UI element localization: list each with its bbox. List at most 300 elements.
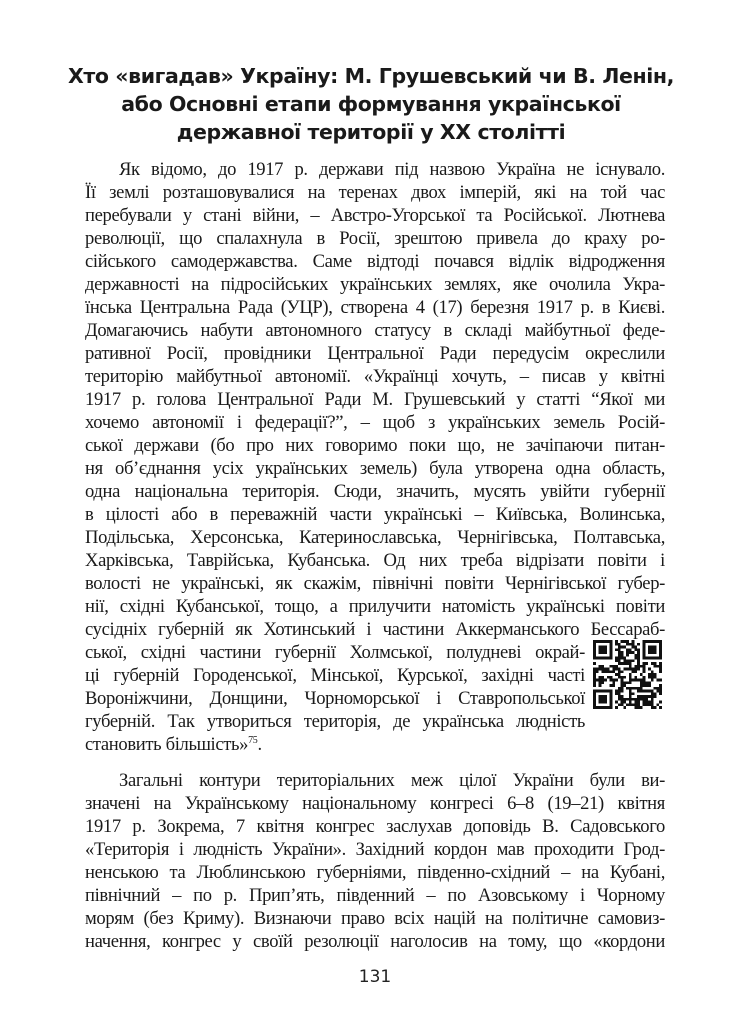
qr-module	[604, 668, 607, 671]
qr-module	[599, 684, 602, 687]
qr-module	[601, 679, 604, 682]
qr-module	[634, 698, 637, 701]
qr-module	[610, 665, 613, 668]
qr-module	[629, 668, 632, 671]
qr-module	[629, 676, 632, 679]
qr-module	[621, 654, 624, 657]
qr-module	[629, 679, 632, 682]
text-line-content: ської держави (бо про них говоримо поки що, не зачіпаючи питан-	[85, 435, 665, 456]
qr-module	[599, 668, 602, 671]
qr-module	[632, 703, 635, 706]
title-line: або Основні етапи формування української	[121, 92, 621, 116]
qr-module	[632, 643, 635, 646]
qr-module	[618, 643, 621, 646]
qr-module	[634, 676, 637, 679]
qr-module	[654, 665, 657, 668]
qr-module	[621, 676, 624, 679]
qr-module	[659, 692, 662, 695]
qr-module	[629, 648, 632, 651]
qr-module	[645, 698, 648, 701]
qr-module	[593, 662, 596, 665]
text-line	[85, 273, 665, 296]
qr-module	[648, 673, 651, 676]
qr-module	[629, 695, 632, 698]
qr-code-icon[interactable]	[593, 640, 662, 709]
qr-module	[654, 695, 657, 698]
qr-module	[615, 665, 618, 668]
qr-module	[632, 640, 635, 643]
text-line-content: волості не українські, як скажім, північні повіти Чернігівської губер-	[85, 573, 665, 594]
qr-finder-mark	[599, 695, 607, 703]
qr-module	[623, 668, 626, 671]
qr-module	[610, 676, 613, 679]
qr-module	[651, 679, 654, 682]
qr-module	[618, 654, 621, 657]
qr-module	[648, 681, 651, 684]
qr-module	[599, 681, 602, 684]
qr-module	[621, 640, 624, 643]
text-line	[85, 733, 665, 756]
text-line-content: революції, що спалахнула в Росії, зрештою привела до краху ро-	[85, 228, 665, 249]
qr-module	[599, 679, 602, 682]
qr-module	[634, 687, 637, 690]
qr-module	[643, 676, 646, 679]
qr-module	[654, 692, 657, 695]
text-line-content: державності на підросійських українських землях, яке очолила Укра-	[85, 274, 665, 295]
qr-module	[629, 703, 632, 706]
qr-module	[629, 690, 632, 693]
qr-module	[623, 681, 626, 684]
qr-module	[621, 681, 624, 684]
qr-module	[626, 651, 629, 654]
text-line	[85, 503, 665, 526]
qr-module	[615, 679, 618, 682]
qr-module	[634, 701, 637, 704]
text-line	[85, 319, 665, 342]
text-line-content: 1917 р. Зокрема, 7 квітня конгрес заслухав доповідь В. Садовського	[85, 816, 665, 837]
qr-module	[599, 665, 602, 668]
qr-module	[656, 679, 659, 682]
qr-module	[612, 681, 615, 684]
qr-module	[618, 676, 621, 679]
text-line	[85, 526, 665, 549]
text-line-content: ративної Росії, провідники Центральної Ради передусім окреслили	[85, 343, 665, 364]
qr-module	[640, 679, 643, 682]
qr-module	[651, 703, 654, 706]
qr-module	[634, 668, 637, 671]
text-line	[85, 227, 665, 250]
text-line	[85, 181, 665, 204]
qr-module	[640, 695, 643, 698]
qr-finder-mark	[648, 646, 656, 654]
paragraph-2	[85, 769, 665, 953]
qr-module	[640, 684, 643, 687]
qr-module	[648, 701, 651, 704]
qr-module	[643, 695, 646, 698]
qr-module	[654, 706, 657, 709]
qr-module	[659, 684, 662, 687]
qr-module	[651, 706, 654, 709]
qr-module	[621, 657, 624, 660]
qr-module	[607, 676, 610, 679]
text-line	[85, 204, 665, 227]
qr-module	[618, 698, 621, 701]
qr-module	[637, 687, 640, 690]
qr-module	[629, 651, 632, 654]
text-line-content: Домагаючись набути автономного статусу в складі майбутньої феде-	[85, 320, 665, 341]
qr-module	[645, 681, 648, 684]
qr-module	[637, 698, 640, 701]
text-line-content: нії, східні Кубанської, тощо, а прилучити натомість українські повіти	[85, 596, 665, 617]
qr-module	[629, 687, 632, 690]
qr-module	[612, 665, 615, 668]
page-number: 131	[358, 967, 392, 987]
qr-module	[656, 703, 659, 706]
qr-module	[632, 692, 635, 695]
qr-module	[629, 698, 632, 701]
qr-module	[637, 648, 640, 651]
qr-module	[604, 679, 607, 682]
qr-module	[640, 706, 643, 709]
qr-module	[637, 662, 640, 665]
text-line	[85, 411, 665, 434]
qr-module	[634, 646, 637, 649]
qr-module	[599, 676, 602, 679]
qr-module	[632, 651, 635, 654]
qr-module	[618, 695, 621, 698]
qr-module	[659, 690, 662, 693]
qr-module	[632, 646, 635, 649]
qr-module	[648, 703, 651, 706]
text-line	[85, 861, 665, 884]
qr-module	[618, 659, 621, 662]
text-line	[85, 838, 665, 861]
qr-module	[637, 668, 640, 671]
qr-module	[645, 690, 648, 693]
qr-module	[615, 643, 618, 646]
footnote-tail: .	[257, 734, 262, 755]
qr-module	[593, 684, 596, 687]
qr-module	[615, 659, 618, 662]
qr-module	[651, 698, 654, 701]
qr-module	[615, 701, 618, 704]
qr-module	[651, 690, 654, 693]
text-line-content: ської, східні частини губернії Холмської, полудневі окрай-	[85, 642, 585, 663]
qr-module	[623, 676, 626, 679]
qr-module	[645, 684, 648, 687]
qr-module	[618, 648, 621, 651]
qr-module	[621, 651, 624, 654]
text-line-content: ня об’єднання усіх українських земель) була утворена одна область,	[85, 458, 665, 479]
qr-module	[593, 679, 596, 682]
qr-module	[648, 695, 651, 698]
qr-module	[626, 643, 629, 646]
qr-module	[601, 681, 604, 684]
text-line-content: Загальні контури територіальних меж цілої України були ви-	[119, 770, 665, 791]
qr-module	[651, 673, 654, 676]
qr-module	[623, 684, 626, 687]
qr-module	[651, 692, 654, 695]
qr-module	[659, 668, 662, 671]
qr-module	[612, 668, 615, 671]
text-line	[85, 792, 665, 815]
qr-module	[659, 670, 662, 673]
qr-module	[659, 679, 662, 682]
qr-module	[621, 698, 624, 701]
qr-module	[618, 692, 621, 695]
text-line-content: Її землі розташовувалися на теренах двох імперій, які на той час	[85, 182, 665, 203]
qr-module	[643, 681, 646, 684]
qr-module	[637, 706, 640, 709]
qr-module	[637, 703, 640, 706]
footnote-reference[interactable]: 75	[248, 734, 258, 746]
qr-module	[615, 640, 618, 643]
qr-module	[621, 684, 624, 687]
text-line-content: перебували у стані війни, – Австро-Угорської та Російської. Лютнева	[85, 205, 665, 226]
qr-module	[637, 679, 640, 682]
qr-module	[626, 640, 629, 643]
qr-module	[610, 670, 613, 673]
qr-module	[593, 673, 596, 676]
qr-module	[615, 706, 618, 709]
qr-module	[607, 670, 610, 673]
text-line	[85, 365, 665, 388]
qr-module	[612, 679, 615, 682]
qr-module	[637, 643, 640, 646]
text-line	[85, 884, 665, 907]
qr-module	[643, 684, 646, 687]
text-line	[85, 907, 665, 930]
qr-module	[632, 670, 635, 673]
qr-module	[618, 670, 621, 673]
qr-module	[643, 701, 646, 704]
qr-module	[623, 640, 626, 643]
text-line	[85, 664, 585, 687]
qr-module	[612, 684, 615, 687]
qr-module	[615, 692, 618, 695]
qr-module	[629, 701, 632, 704]
qr-module	[623, 646, 626, 649]
qr-module	[659, 701, 662, 704]
qr-module	[626, 703, 629, 706]
qr-module	[659, 662, 662, 665]
text-line	[85, 618, 665, 641]
paragraph-1	[85, 158, 665, 756]
qr-module	[629, 665, 632, 668]
qr-module	[623, 657, 626, 660]
text-line-content: хочемо автономії і федерації?”, – щоб з українських земель Росій-	[85, 412, 665, 433]
qr-module	[621, 695, 624, 698]
qr-module	[640, 681, 643, 684]
qr-module	[643, 662, 646, 665]
qr-module	[632, 668, 635, 671]
qr-module	[637, 701, 640, 704]
text-line	[85, 710, 585, 733]
qr-module	[637, 651, 640, 654]
text-line-content: одна національна територія. Сюди, значить, мусять увійти губернії	[85, 481, 665, 502]
text-line-content: Як відомо, до 1917 р. держави під назвою Україна не існувало.	[119, 159, 665, 180]
text-line-content: губерній. Так утвориться територія, де українська людність	[85, 711, 585, 732]
qr-module	[615, 657, 618, 660]
qr-module	[643, 679, 646, 682]
qr-module	[634, 679, 637, 682]
qr-module	[629, 681, 632, 684]
text-line-content: ненською та Люблинською губерніями, південно-східний – на Кубані,	[85, 862, 665, 883]
qr-module	[659, 665, 662, 668]
qr-module	[659, 706, 662, 709]
qr-module	[626, 668, 629, 671]
qr-module	[621, 703, 624, 706]
qr-module	[634, 657, 637, 660]
title-line: державної території у ХХ столітті	[176, 120, 566, 144]
text-line-content: ці губерній Городенської, Мінської, Курської, західні часті	[85, 665, 585, 686]
qr-module	[651, 695, 654, 698]
qr-module	[643, 698, 646, 701]
qr-module	[637, 690, 640, 693]
text-line-content: начення, конгрес у своїй резолюції наголосив на тому, що «кордони	[85, 931, 665, 952]
qr-module	[632, 698, 635, 701]
text-column	[85, 158, 665, 987]
qr-module	[593, 676, 596, 679]
qr-module	[634, 703, 637, 706]
qr-module	[634, 648, 637, 651]
qr-module	[629, 659, 632, 662]
qr-module	[651, 670, 654, 673]
qr-module	[643, 690, 646, 693]
text-line-content: північний – по р. Прип’ять, південний – по Азовському і Чорному	[85, 885, 665, 906]
qr-module	[654, 662, 657, 665]
qr-module	[610, 684, 613, 687]
text-line	[85, 158, 665, 181]
qr-module	[656, 665, 659, 668]
qr-module	[612, 670, 615, 673]
qr-module	[632, 687, 635, 690]
qr-module	[640, 690, 643, 693]
text-line	[85, 641, 585, 664]
qr-module	[593, 670, 596, 673]
qr-module	[645, 662, 648, 665]
qr-module	[629, 692, 632, 695]
qr-module	[596, 668, 599, 671]
text-line-content: становить більшість»	[85, 734, 249, 755]
qr-module	[618, 687, 621, 690]
text-line-content: їнська Центральна Рада (УЦР), створена 4 (17) березня 1917 р. в Києві.	[85, 297, 665, 318]
qr-module	[618, 673, 621, 676]
text-line-content: 1917 р. голова Центральної Ради М. Грушевський у статті “Якої ми	[85, 389, 665, 410]
text-line-content: сусідніх губерній як Хотинський і частини Аккерманського Бессараб-	[85, 619, 665, 640]
qr-module	[618, 668, 621, 671]
qr-module	[634, 670, 637, 673]
qr-module	[593, 668, 596, 671]
title-line: Хто «вигадав» Україну: М. Грушевський чи В. Ленін,	[67, 64, 675, 88]
qr-module	[634, 654, 637, 657]
qr-module	[643, 670, 646, 673]
qr-module	[626, 687, 629, 690]
qr-module	[648, 668, 651, 671]
qr-module	[643, 703, 646, 706]
qr-module	[656, 687, 659, 690]
qr-module	[621, 646, 624, 649]
qr-module	[645, 695, 648, 698]
qr-module	[648, 676, 651, 679]
qr-module	[615, 668, 618, 671]
qr-module	[618, 657, 621, 660]
text-line-content: морям (без Криму). Визнаючи право всіх націй на політичне самовиз-	[85, 908, 665, 929]
qr-module	[640, 687, 643, 690]
qr-module	[637, 657, 640, 660]
text-line-content: значені на Українському національному конгресі 6–8 (19–21) квітня	[85, 793, 665, 814]
qr-module	[634, 665, 637, 668]
qr-module	[651, 662, 654, 665]
qr-module	[645, 703, 648, 706]
qr-module	[601, 668, 604, 671]
qr-module	[623, 698, 626, 701]
qr-module	[626, 698, 629, 701]
qr-module	[626, 659, 629, 662]
qr-module	[623, 662, 626, 665]
qr-module	[623, 659, 626, 662]
qr-module	[621, 687, 624, 690]
chapter-title	[40, 62, 702, 146]
qr-module	[596, 670, 599, 673]
text-line	[85, 815, 665, 838]
qr-module	[654, 673, 657, 676]
qr-module	[593, 681, 596, 684]
qr-module	[601, 676, 604, 679]
qr-module	[632, 679, 635, 682]
qr-module	[615, 690, 618, 693]
qr-module	[618, 646, 621, 649]
qr-module	[640, 673, 643, 676]
qr-module	[640, 665, 643, 668]
qr-module	[623, 701, 626, 704]
qr-module	[637, 654, 640, 657]
qr-module	[621, 701, 624, 704]
text-line	[85, 342, 665, 365]
text-line	[85, 769, 665, 792]
qr-module	[626, 681, 629, 684]
qr-module	[618, 690, 621, 693]
text-line-content: сійського самодержавства. Саме відтоді почався відлік відродження	[85, 251, 665, 272]
qr-module	[654, 676, 657, 679]
qr-module	[629, 643, 632, 646]
qr-module	[621, 690, 624, 693]
text-line	[85, 930, 665, 953]
qr-module	[640, 698, 643, 701]
qr-module	[626, 662, 629, 665]
qr-module	[618, 651, 621, 654]
text-line	[85, 480, 665, 503]
qr-module	[659, 687, 662, 690]
text-line-content: територію майбутньої автономії. «Українці хочуть, – писав у квітні	[85, 366, 665, 387]
qr-module	[621, 662, 624, 665]
qr-module	[651, 701, 654, 704]
text-line-content: Вороніжчини, Донщини, Чорноморської і Ставропольської	[85, 688, 585, 709]
qr-module	[626, 648, 629, 651]
text-line	[85, 549, 665, 572]
qr-module	[601, 670, 604, 673]
qr-module	[610, 679, 613, 682]
text-line	[85, 434, 665, 457]
qr-module	[615, 673, 618, 676]
text-line	[85, 687, 585, 710]
text-line-content: в цілості або в переважній части українські – Київська, Волинська,	[85, 504, 665, 525]
qr-module	[621, 670, 624, 673]
qr-module	[615, 648, 618, 651]
text-line	[85, 457, 665, 480]
qr-module	[637, 659, 640, 662]
qr-module	[621, 679, 624, 682]
